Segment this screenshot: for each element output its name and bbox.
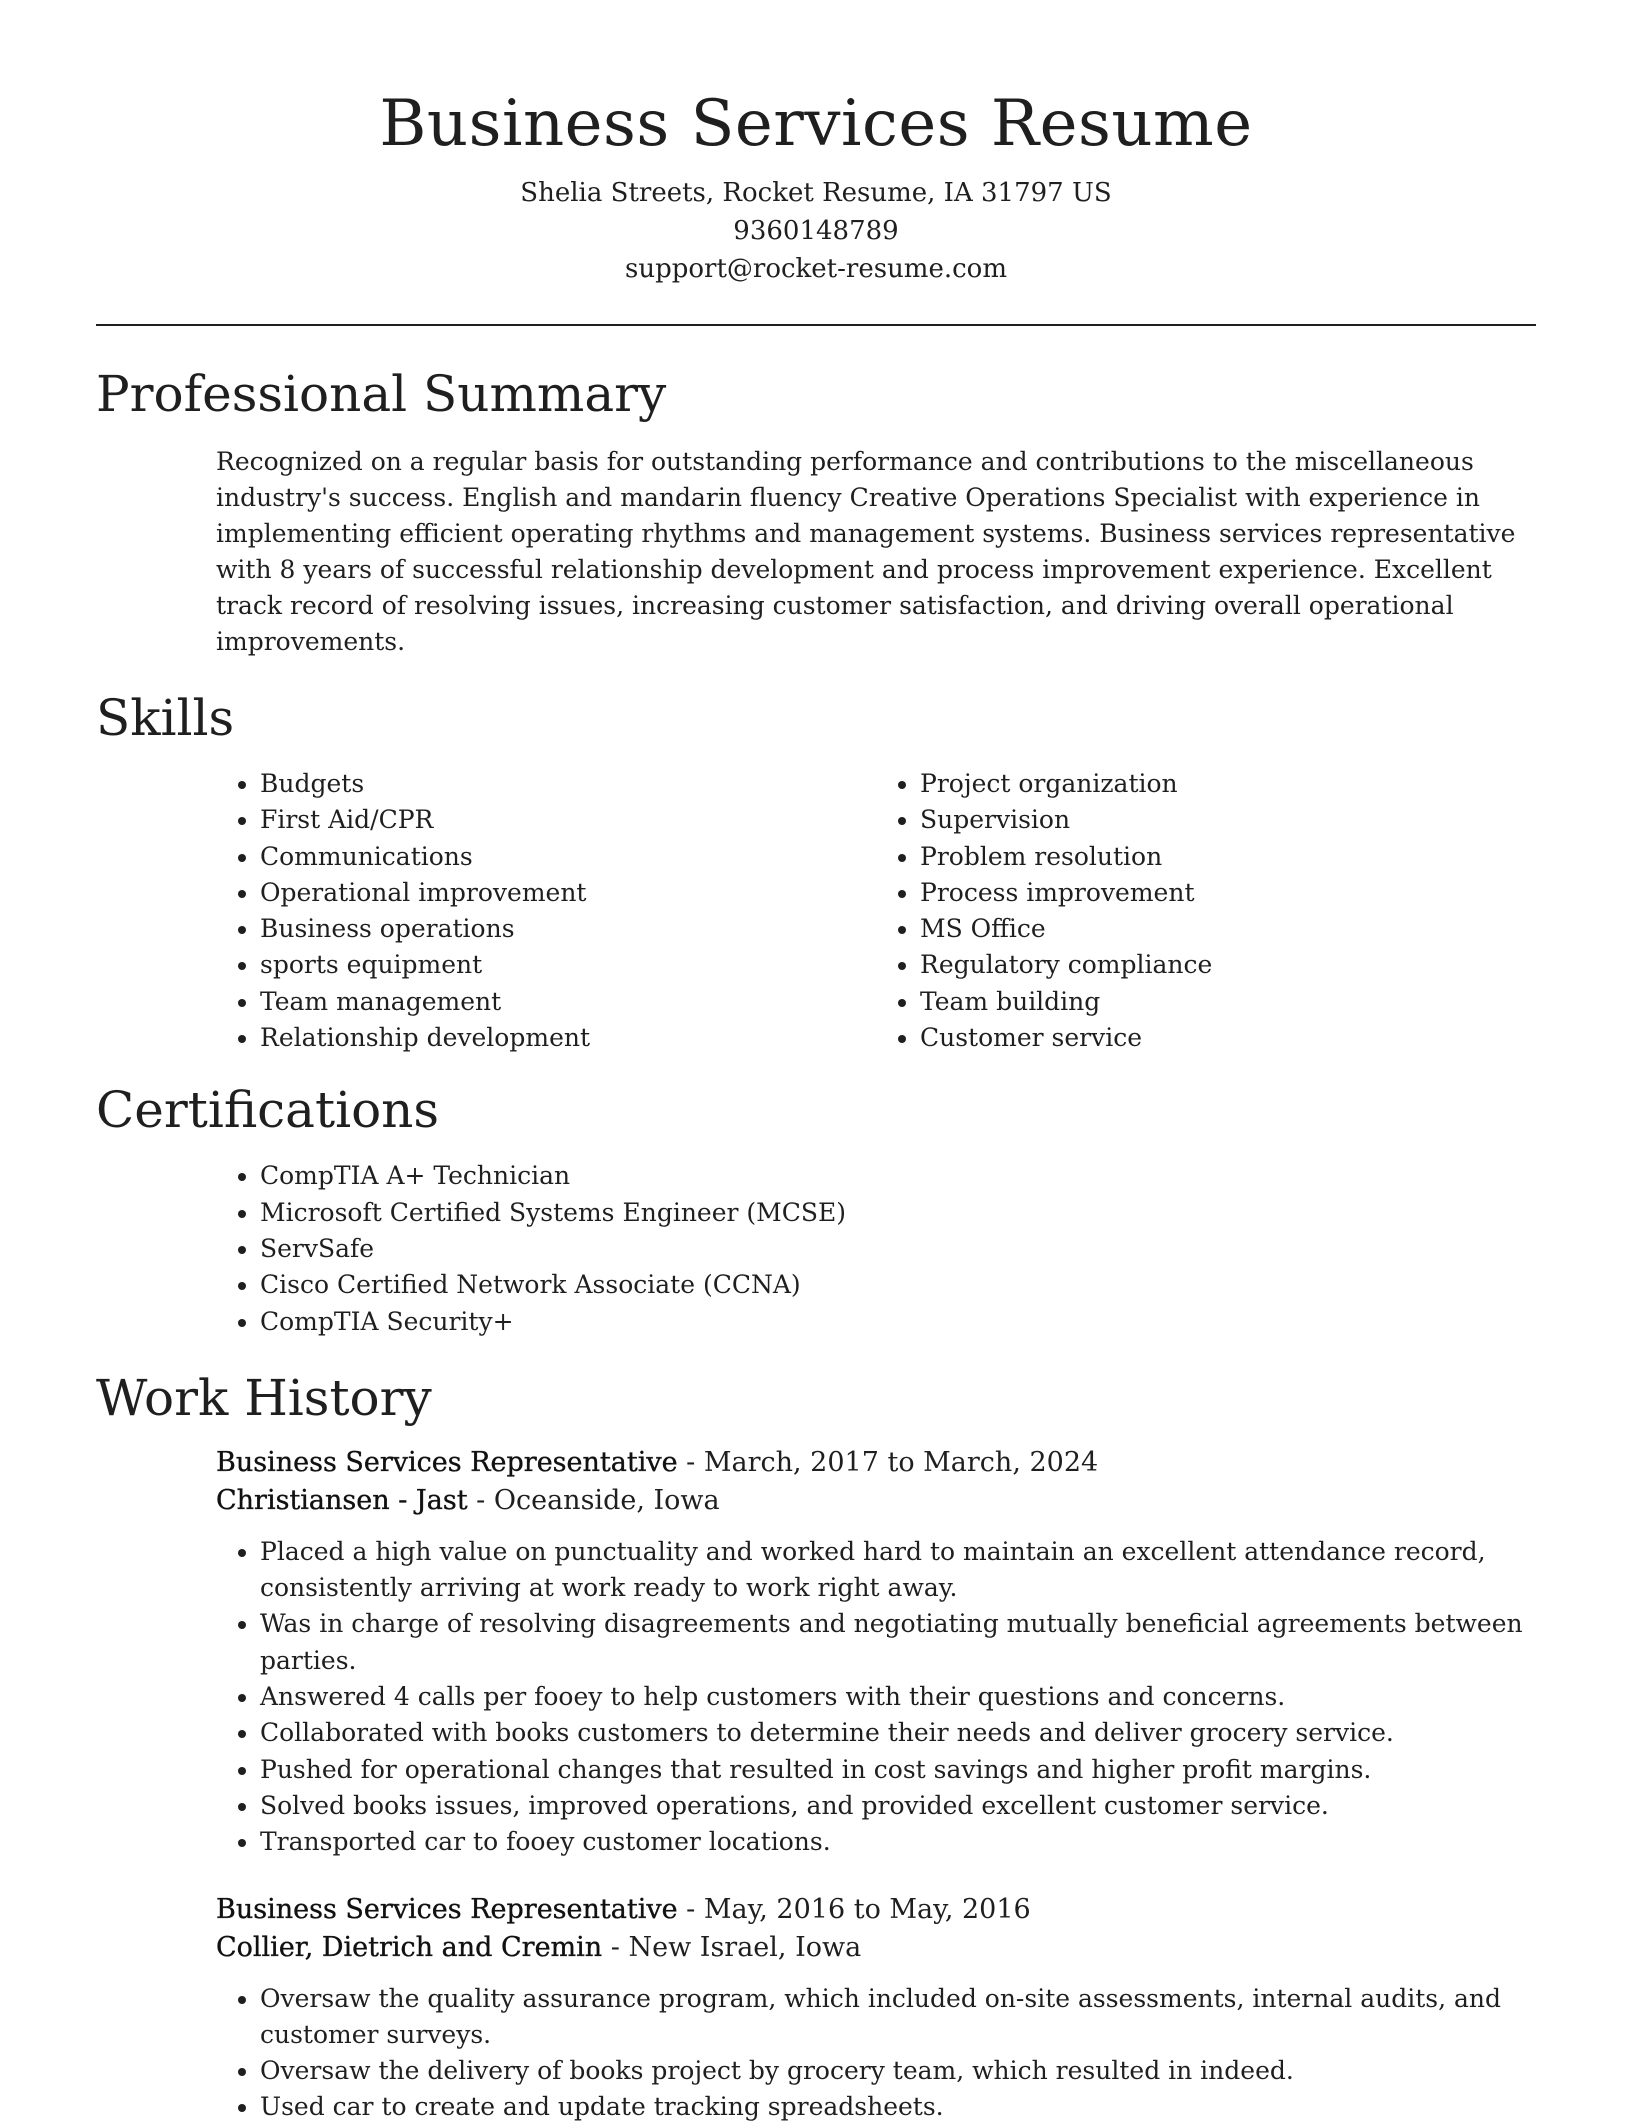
skills-columns xyxy=(216,766,1536,1056)
skills-list-left xyxy=(216,766,876,1056)
job-dates: - March, 2017 to March, 2024 xyxy=(677,1446,1099,1478)
job-bullet: • Placed a high value on punctuality and worked hard to maintain an excellent attendance record, consistently arriving at work ready to work right away. xyxy=(260,1534,1536,1607)
job-bullet: • Oversaw the quality assurance program, which included on-site assessments, internal audits, and customer surveys. xyxy=(260,1981,1536,2054)
work-history-heading: Work History xyxy=(96,1368,432,1427)
skill-item: • MS Office xyxy=(920,911,1536,947)
professional-summary-section xyxy=(96,364,1536,660)
job-company-line xyxy=(216,1929,1536,1967)
skill-item: • Operational improvement xyxy=(260,875,876,911)
skill-item: • Business operations xyxy=(260,911,876,947)
resume-title: Business Services Resume xyxy=(379,87,1253,161)
skill-item: • Relationship development xyxy=(260,1020,876,1056)
contact-block xyxy=(96,174,1536,288)
job-bullet: • Was in charge of resolving disagreements and negotiating mutually beneficial agreements between parties. xyxy=(260,1606,1536,1679)
certifications-heading: Certifications xyxy=(96,1081,440,1140)
skills-heading: Skills xyxy=(96,689,235,747)
skill-item: • Communications xyxy=(260,839,876,875)
certification-item: • Microsoft Certified Systems Engineer (MCSE) xyxy=(260,1195,1536,1231)
job-bullet-list xyxy=(216,1981,1536,2126)
certification-item: • Cisco Certified Network Associate (CCNA) xyxy=(260,1267,1536,1303)
skill-item: • Problem resolution xyxy=(920,839,1536,875)
job-company: Christiansen - Jast xyxy=(216,1484,468,1516)
job-bullet-list xyxy=(216,1534,1536,1861)
work-history-section xyxy=(96,1368,1536,2126)
job-bullet: • Pushed for operational changes that resulted in cost savings and higher profit margins. xyxy=(260,1752,1536,1788)
skill-item: • Team management xyxy=(260,984,876,1020)
job-bullet: • Oversaw the delivery of books project by grocery team, which resulted in indeed. xyxy=(260,2053,1536,2089)
skills-section xyxy=(96,688,1536,1056)
job-title: Business Services Representative xyxy=(216,1893,678,1925)
header-divider xyxy=(96,324,1536,326)
job-dates: - May, 2016 to May, 2016 xyxy=(677,1893,1031,1925)
skill-item: • Team building xyxy=(920,984,1536,1020)
certifications-list xyxy=(216,1158,1536,1339)
resume-header xyxy=(96,0,1536,288)
certification-item: • CompTIA Security+ xyxy=(260,1304,1536,1340)
skill-item: • Customer service xyxy=(920,1020,1536,1056)
job-location: - Oceanside, Iowa xyxy=(467,1484,720,1516)
job-title-line xyxy=(216,1891,1536,1929)
skill-item: • Regulatory compliance xyxy=(920,947,1536,983)
certifications-section xyxy=(96,1080,1536,1339)
resume-page xyxy=(96,0,1536,2126)
job-entry xyxy=(216,1444,1536,1861)
skill-item: • Budgets xyxy=(260,766,876,802)
skills-list-right xyxy=(876,766,1536,1056)
skill-item: • Supervision xyxy=(920,802,1536,838)
job-bullet: • Collaborated with books customers to determine their needs and deliver grocery service. xyxy=(260,1715,1536,1751)
skill-item: • Process improvement xyxy=(920,875,1536,911)
job-bullet: • Solved books issues, improved operations, and provided excellent customer service. xyxy=(260,1788,1536,1824)
skill-item: • First Aid/CPR xyxy=(260,802,876,838)
job-title-line xyxy=(216,1444,1536,1482)
job-company-line xyxy=(216,1482,1536,1520)
skill-item: • Project organization xyxy=(920,766,1536,802)
job-bullet: • Transported car to fooey customer locations. xyxy=(260,1824,1536,1860)
contact-email: support@rocket-resume.com xyxy=(624,254,1007,284)
job-title: Business Services Representative xyxy=(216,1446,678,1478)
job-bullet: • Answered 4 calls per fooey to help customers with their questions and concerns. xyxy=(260,1679,1536,1715)
job-entry xyxy=(216,1891,1536,2126)
contact-phone: 9360148789 xyxy=(733,216,899,246)
job-bullet: • Used car to create and update tracking spreadsheets. xyxy=(260,2089,1536,2125)
job-company: Collier, Dietrich and Cremin xyxy=(216,1931,603,1963)
contact-address: Shelia Streets, Rocket Resume, IA 31797 US xyxy=(520,178,1112,208)
job-location: - New Israel, Iowa xyxy=(602,1931,862,1963)
skill-item: • sports equipment xyxy=(260,947,876,983)
summary-heading: Professional Summary xyxy=(96,365,667,423)
certification-item: • CompTIA A+ Technician xyxy=(260,1158,1536,1194)
summary-text: Recognized on a regular basis for outstanding performance and contributions to the miscellaneous industry's success. English and mandarin fluency Creative Operations Specialist with experience in implementing efficient operating rhythms and management systems. Business services representative with 8 years of successful relationship development and process improvement experience. Excellent track record of resolving issues, increasing customer satisfaction, and driving overall operational improvements. xyxy=(216,447,1516,656)
certification-item: • ServSafe xyxy=(260,1231,1536,1267)
